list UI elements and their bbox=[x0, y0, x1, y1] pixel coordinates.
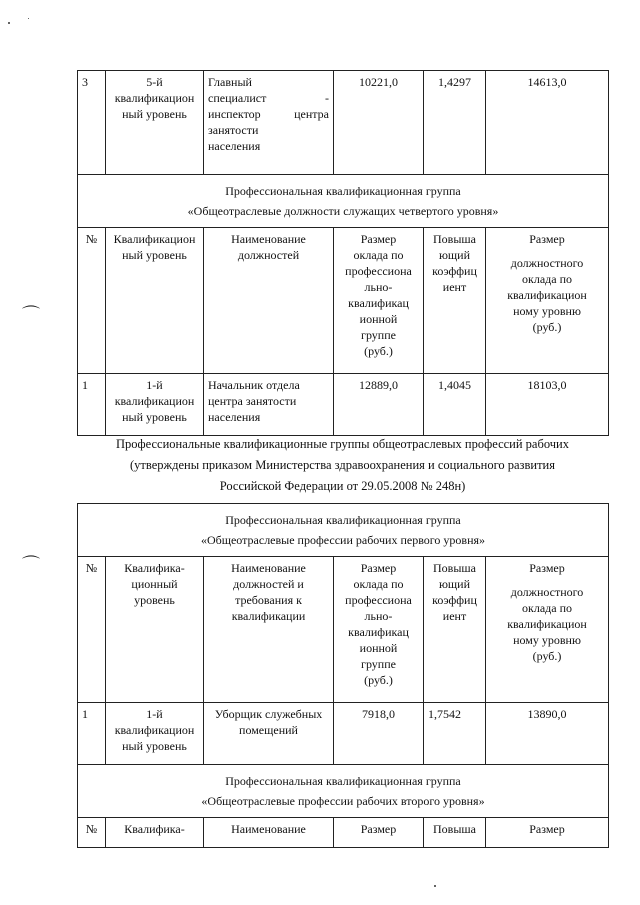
header-level: Квалификацион ный уровень bbox=[106, 228, 204, 374]
position-name: Начальник отдела центра занятости населения bbox=[204, 374, 334, 436]
header-salary: Размер оклада по профессиона льно- квалификац ионной группе (руб.) bbox=[334, 557, 424, 703]
scan-speck bbox=[8, 22, 10, 24]
group-header-row bbox=[78, 765, 609, 818]
header-official-salary: Размер должностного оклада по квалификацион ному уровню (руб.) bbox=[486, 228, 609, 374]
group-header: Профессиональная квалификационная группа «Общеотраслевые профессии рабочих первого уровня» bbox=[78, 504, 609, 557]
punch-hole-mark: ⌒ bbox=[22, 555, 40, 575]
position-name: Главный специалист - инспектор центра занятости населения bbox=[204, 71, 334, 175]
header-official-salary: Размер должностного оклада по квалификацион ному уровню (руб.) bbox=[486, 557, 609, 703]
header-coefficient: Повыша bbox=[424, 818, 486, 848]
salary-value: 7918,0 bbox=[334, 703, 424, 765]
official-salary-value: 13890,0 bbox=[486, 703, 609, 765]
table-worker-groups bbox=[77, 503, 609, 848]
qualification-level: 1-й квалификацион ный уровень bbox=[106, 703, 204, 765]
coefficient-value: 1,4045 bbox=[424, 374, 486, 436]
table-employee-groups bbox=[77, 70, 609, 436]
header-salary: Размер оклада по профессиона льно- квалификац ионной группе (руб.) bbox=[334, 228, 424, 374]
header-salary: Размер bbox=[334, 818, 424, 848]
coefficient-value: 1,4297 bbox=[424, 71, 486, 175]
group-header: Профессиональная квалификационная группа «Общеотраслевые должности служащих четвертого уровня» bbox=[78, 175, 609, 228]
column-header-row bbox=[78, 557, 609, 703]
section-heading bbox=[77, 434, 608, 497]
table-row bbox=[78, 703, 609, 765]
row-number: 3 bbox=[78, 71, 106, 175]
header-coefficient: Повыша ющий коэффиц иент bbox=[424, 228, 486, 374]
column-header-row bbox=[78, 228, 609, 374]
qualification-level: 1-й квалификацион ный уровень bbox=[106, 374, 204, 436]
group-header: Профессиональная квалификационная группа «Общеотраслевые профессии рабочих второго уровня» bbox=[78, 765, 609, 818]
header-name: Наименование должностей и требования к квалификации bbox=[204, 557, 334, 703]
header-official-salary: Размер bbox=[486, 818, 609, 848]
header-level: Квалифика- ционный уровень bbox=[106, 557, 204, 703]
header-coefficient: Повыша ющий коэффиц иент bbox=[424, 557, 486, 703]
header-name: Наименование bbox=[204, 818, 334, 848]
header-num: № bbox=[78, 228, 106, 374]
position-name: Уборщик служебных помещений bbox=[204, 703, 334, 765]
group-header-row bbox=[78, 175, 609, 228]
row-number: 1 bbox=[78, 703, 106, 765]
salary-value: 10221,0 bbox=[334, 71, 424, 175]
official-salary-value: 14613,0 bbox=[486, 71, 609, 175]
punch-hole-mark: ⌒ bbox=[22, 305, 40, 325]
qualification-level: 5-й квалификацион ный уровень bbox=[106, 71, 204, 175]
group-header-row bbox=[78, 504, 609, 557]
table-row bbox=[78, 71, 609, 175]
table-row bbox=[78, 374, 609, 436]
header-level: Квалифика- bbox=[106, 818, 204, 848]
header-num: № bbox=[78, 818, 106, 848]
scan-speck bbox=[28, 18, 29, 19]
official-salary-value: 18103,0 bbox=[486, 374, 609, 436]
section-heading-line: Профессиональные квалификационные группы общеотраслевых профессий рабочих bbox=[116, 437, 569, 451]
section-heading-line: Российской Федерации от 29.05.2008 № 248н) bbox=[219, 479, 466, 493]
header-name: Наименование должностей bbox=[204, 228, 334, 374]
section-heading-line: (утверждены приказом Министерства здравоохранения и социального развития bbox=[129, 458, 555, 472]
column-header-row bbox=[78, 818, 609, 848]
row-number: 1 bbox=[78, 374, 106, 436]
header-num: № bbox=[78, 557, 106, 703]
salary-value: 12889,0 bbox=[334, 374, 424, 436]
scan-speck bbox=[434, 885, 436, 887]
coefficient-value: 1,7542 bbox=[424, 703, 486, 765]
